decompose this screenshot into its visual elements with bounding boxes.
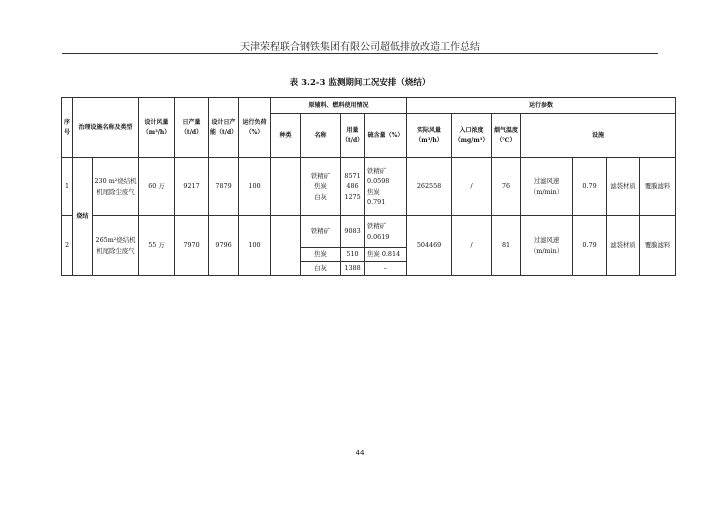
- row2-flow: 55 万: [139, 216, 175, 276]
- row1-material: 焦炭: [314, 182, 327, 191]
- row2-param-value: 0.79: [573, 216, 607, 276]
- row2-inlet: /: [452, 216, 492, 276]
- header-usage: 用量（t/d）: [341, 114, 365, 158]
- row2-capacity: 9796: [209, 216, 239, 276]
- row1-usage-value: 486: [346, 182, 359, 191]
- row2-usage-1: 9083: [341, 216, 365, 248]
- row2-load: 100: [239, 216, 271, 276]
- row2-usage-3: 1388: [341, 262, 365, 276]
- header-group-material: 原辅料、燃料使用情况: [271, 98, 407, 114]
- page-number: 44: [355, 449, 365, 457]
- header-inlet: 入口浓度（mg/m³）: [452, 114, 492, 158]
- monitoring-table: [61, 97, 676, 276]
- row1-temp: 76: [492, 158, 521, 216]
- row1-capacity: 7879: [209, 158, 239, 216]
- header-name: 治理设施名称及类型: [73, 98, 139, 158]
- header-material-name: 名称: [301, 114, 341, 158]
- row2-material-1: 铁精矿: [301, 216, 341, 248]
- row1-inlet: /: [452, 158, 492, 216]
- row2-actual-flow: 504469: [407, 216, 452, 276]
- row2-material-2: 焦炭: [301, 248, 341, 262]
- row1-sulfur-line: 0.791: [367, 197, 386, 206]
- row1-param-value: 0.79: [573, 158, 607, 216]
- row2-daily: 7970: [175, 216, 209, 276]
- header-temp: 烟气温度（℃）: [492, 114, 521, 158]
- header-row-1: [62, 98, 676, 114]
- row1-filter-value: 覆膜滤料: [640, 158, 676, 216]
- row1-param-name: 过滤风速（m/min）: [521, 158, 573, 216]
- row2-sulfur-3: –: [365, 262, 407, 276]
- row1-name: 230 m²烧结机机尾除尘废气: [93, 158, 139, 216]
- row1-load: 100: [239, 158, 271, 216]
- header-capacity: 设计日产能（t/d）: [209, 98, 239, 158]
- table-row: [62, 216, 676, 248]
- row2-material-3: 白灰: [301, 262, 341, 276]
- row2-filter-label: 滤袋材质: [607, 216, 640, 276]
- row1-sulfur-line: 焦炭: [367, 187, 380, 196]
- row1-usage-value: 1275: [344, 192, 361, 201]
- header-daily: 日产量（t/d）: [175, 98, 209, 158]
- row1-actual-flow: 262558: [407, 158, 452, 216]
- header-kind: 种类: [271, 114, 301, 158]
- row2-sulfur-2: 焦炭 0.814: [365, 248, 407, 262]
- row1-material: 白灰: [314, 192, 327, 201]
- row1-flow: 60 万: [139, 158, 175, 216]
- row2-filter-value: 覆膜滤料: [640, 216, 676, 276]
- row1-usage: [341, 158, 365, 216]
- page-header: 天津荣程联合钢铁集团有限公司超低排放改造工作总结: [240, 42, 480, 53]
- row1-seq: 1: [62, 158, 73, 216]
- row1-sulfur: [365, 158, 407, 216]
- header-flow: 设计风量（m³/h）: [139, 98, 175, 158]
- header-sulfur: 硫含量（%）: [365, 114, 407, 158]
- header-rule: [62, 53, 658, 54]
- row1-material: 铁精矿: [310, 172, 331, 181]
- row1-materials: [301, 158, 341, 216]
- header-seq: 序号: [62, 98, 73, 158]
- row1-sulfur-line: 铁精矿: [367, 167, 387, 175]
- row1-kind: [271, 158, 301, 216]
- header-load: 运行负荷（%）: [239, 98, 271, 158]
- header-actual-flow: 实际风量（m³/h）: [407, 114, 452, 158]
- header-group-params: 运行参数: [407, 98, 676, 114]
- table-row: [62, 158, 676, 216]
- row1-filter-label: 滤袋材质: [607, 158, 640, 216]
- row2-param-name: 过滤风速（m/min）: [521, 216, 573, 276]
- row2-kind: [271, 216, 301, 276]
- row2-name: 265m²烧结机机尾除尘废气: [93, 216, 139, 276]
- row1-usage-value: 8571: [344, 172, 361, 181]
- row2-usage-2: 510: [341, 248, 365, 262]
- row1-sulfur-line: 0.0598: [367, 177, 390, 186]
- row2-seq: 2: [62, 216, 73, 276]
- row1-daily: 9217: [175, 158, 209, 216]
- row2-sulfur-1: 铁精矿 0.0619: [365, 216, 407, 248]
- category-cell: 烧结: [73, 158, 93, 276]
- row2-temp: 81: [492, 216, 521, 276]
- header-design: 设施: [521, 114, 676, 158]
- table-caption: 表 3.2-3 监测期间工况安排（烧结）: [289, 78, 431, 88]
